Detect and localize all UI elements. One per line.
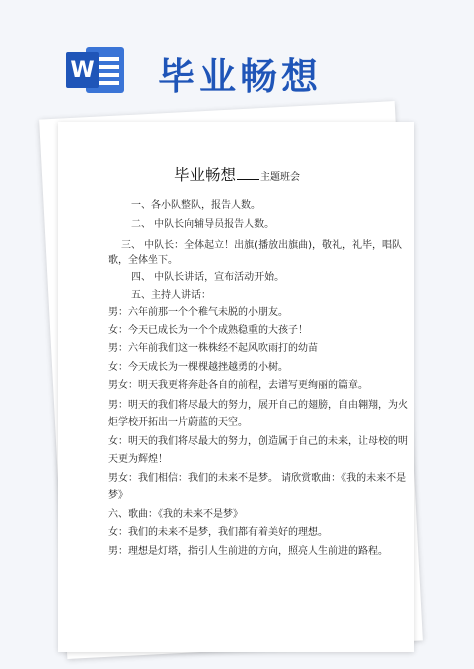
body-line: 男：六年前我们这一株株经不起风吹雨打的幼苗: [108, 343, 318, 354]
document-title: [0, 163, 474, 185]
body-line: 梦》: [108, 490, 128, 501]
body-line: 男女：明天我更将奔赴各自的前程，去谱写更绚丽的篇章。: [108, 380, 368, 391]
body-line: 男：明天的我们将尽最大的努力，展开自己的翅膀，自由翱翔，为火: [108, 400, 408, 411]
body-line: 男：六年前那一个个稚气未脱的小朋友。: [108, 307, 288, 318]
body-line: 女：明天的我们将尽最大的努力，创造属于自己的未来，让母校的明: [108, 436, 408, 447]
body-line: 歌，全体坐下。: [108, 255, 178, 266]
word-logo-letter: W: [70, 58, 95, 83]
body-line: 男女：我们相信：我们的未来不是梦。 请欣赏歌曲：《我的未来不是: [108, 473, 407, 484]
body-line: 炬学校开拓出一片蔚蓝的天空。: [108, 417, 248, 428]
banner-title: 毕业畅想: [158, 55, 322, 98]
document-subtitle: 主题班会: [260, 172, 300, 183]
body-line: 女：我们的未来不是梦，我们都有着美好的理想。: [108, 527, 328, 538]
body-line: 天更为辉煌！: [108, 454, 168, 465]
body-line: 一、各小队整队，报告人数。: [131, 200, 261, 211]
body-line: 女：今天成长为一棵棵越挫越勇的小树。: [108, 362, 288, 373]
document-title-text: 毕业畅想: [173, 166, 236, 184]
body-line: 男：理想是灯塔，指引人生前进的方向，照亮人生前进的路程。: [108, 546, 388, 557]
body-line: 六、歌曲：《我的未来不是梦》: [108, 509, 243, 520]
body-line: 四、 中队长讲话，宣布活动开始。: [131, 272, 285, 283]
title-blank: [237, 167, 259, 180]
body-line: 二、 中队长向辅导员报告人数。: [131, 219, 275, 230]
body-line: 女：今天已成长为一个个成熟稳重的大孩子！: [108, 325, 308, 336]
body-line: 五、主持人讲话：: [131, 290, 211, 301]
word-icon: [64, 44, 126, 96]
body-line: 三、 中队长：全体起立！出旗(播放出旗曲)，敬礼，礼毕，唱队: [121, 240, 402, 251]
banner: [0, 0, 474, 120]
